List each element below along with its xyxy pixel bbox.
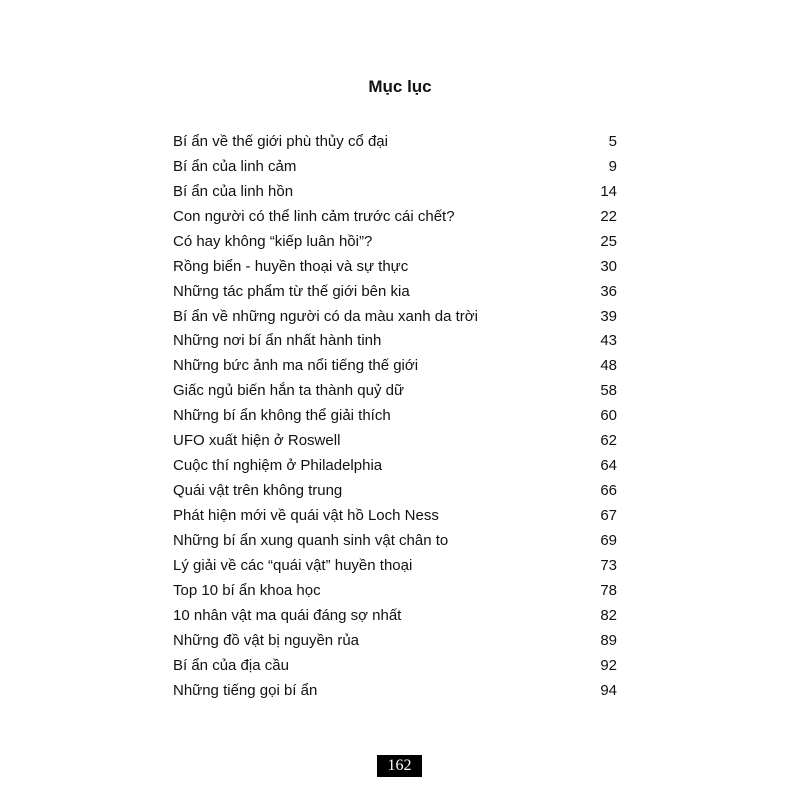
toc-entry [173, 179, 617, 204]
toc-entry-page: 5 [608, 132, 617, 150]
page-title: Mục lục [368, 77, 432, 96]
toc-entry-title: Những tác phẩm từ thế giới bên kia [173, 282, 410, 300]
toc-entry-title: Lý giải về các “quái vật” huyền thoại [173, 556, 413, 574]
toc-entry [173, 628, 617, 653]
toc-entry-page: 60 [600, 407, 617, 425]
toc-entry-title: Bí ẩn của địa cầu [173, 656, 289, 674]
toc-entry [173, 678, 617, 703]
toc-entry [173, 279, 617, 304]
toc-entry-title: Quái vật trên không trung [173, 482, 343, 500]
toc-entry-title: Những bí ẩn xung quanh sinh vật chân to [173, 531, 449, 549]
toc-entry-title: Bí ẩn về những người có da màu xanh da trời [173, 307, 478, 325]
toc-entry [173, 204, 617, 229]
toc-entry-page: 14 [600, 182, 617, 200]
toc-entry-title: Những nơi bí ẩn nhất hành tinh [173, 332, 382, 350]
toc-entry [173, 478, 617, 503]
toc-entry [173, 603, 617, 628]
toc-entry [173, 154, 617, 179]
toc-entry [173, 229, 617, 254]
toc-entry-title: Giấc ngủ biến hắn ta thành quỷ dữ [173, 382, 405, 400]
page-number-badge: 162 [377, 755, 422, 777]
toc-entry-title: Phát hiện mới về quái vật hồ Loch Ness [173, 507, 439, 525]
toc-entry-page: 36 [600, 282, 617, 300]
toc-entry [173, 254, 617, 279]
toc-entry-title: Con người có thể linh cảm trước cái chết? [173, 207, 455, 225]
toc-entry-title: Top 10 bí ẩn khoa học [173, 581, 321, 599]
toc-entry [173, 353, 617, 378]
toc-entry-page: 73 [600, 556, 617, 574]
toc-entry-page: 48 [600, 357, 617, 375]
toc-entry-title: Bí ẩn của linh hồn [173, 182, 294, 200]
toc-entry-page: 89 [600, 631, 617, 649]
toc-entry-title: Bí ẩn về thế giới phù thủy cổ đại [173, 132, 388, 150]
toc-entry-page: 43 [600, 332, 617, 350]
toc-entry [173, 329, 617, 354]
toc-entry-title: Những đồ vật bị nguyền rủa [173, 631, 359, 649]
table-of-contents [173, 129, 617, 703]
toc-entry [173, 453, 617, 478]
toc-entry [173, 553, 617, 578]
toc-entry-page: 64 [600, 457, 617, 475]
toc-entry-title: Rồng biển - huyền thoại và sự thực [173, 257, 409, 275]
toc-entry-title: Những tiếng gọi bí ẩn [173, 681, 318, 699]
toc-entry-page: 67 [600, 507, 617, 525]
toc-entry-page: 78 [600, 581, 617, 599]
toc-entry-page: 69 [600, 531, 617, 549]
toc-entry [173, 304, 617, 329]
toc-entry-page: 62 [600, 432, 617, 450]
toc-entry-title: UFO xuất hiện ở Roswell [173, 432, 341, 450]
toc-entry-page: 9 [608, 157, 617, 175]
toc-entry [173, 403, 617, 428]
toc-entry-title: 10 nhân vật ma quái đáng sợ nhất [173, 606, 402, 624]
toc-entry-page: 22 [600, 207, 617, 225]
toc-entry-page: 30 [600, 257, 617, 275]
toc-entry-title: Bí ẩn của linh cảm [173, 157, 297, 175]
toc-entry-page: 82 [600, 606, 617, 624]
toc-entry [173, 528, 617, 553]
toc-entry-page: 94 [600, 681, 617, 699]
toc-entry-page: 39 [600, 307, 617, 325]
toc-entry [173, 378, 617, 403]
toc-entry-title: Cuộc thí nghiệm ở Philadelphia [173, 457, 383, 475]
toc-entry-title: Có hay không “kiếp luân hồi”? [173, 232, 373, 250]
toc-entry-page: 58 [600, 382, 617, 400]
toc-entry-page: 92 [600, 656, 617, 674]
toc-entry [173, 578, 617, 603]
toc-entry [173, 129, 617, 154]
toc-entry-title: Những bức ảnh ma nổi tiếng thế giới [173, 357, 419, 375]
toc-entry-page: 66 [600, 482, 617, 500]
toc-entry-page: 25 [600, 232, 617, 250]
toc-entry [173, 503, 617, 528]
toc-entry [173, 653, 617, 678]
toc-entry [173, 428, 617, 453]
toc-entry-title: Những bí ẩn không thể giải thích [173, 407, 391, 425]
